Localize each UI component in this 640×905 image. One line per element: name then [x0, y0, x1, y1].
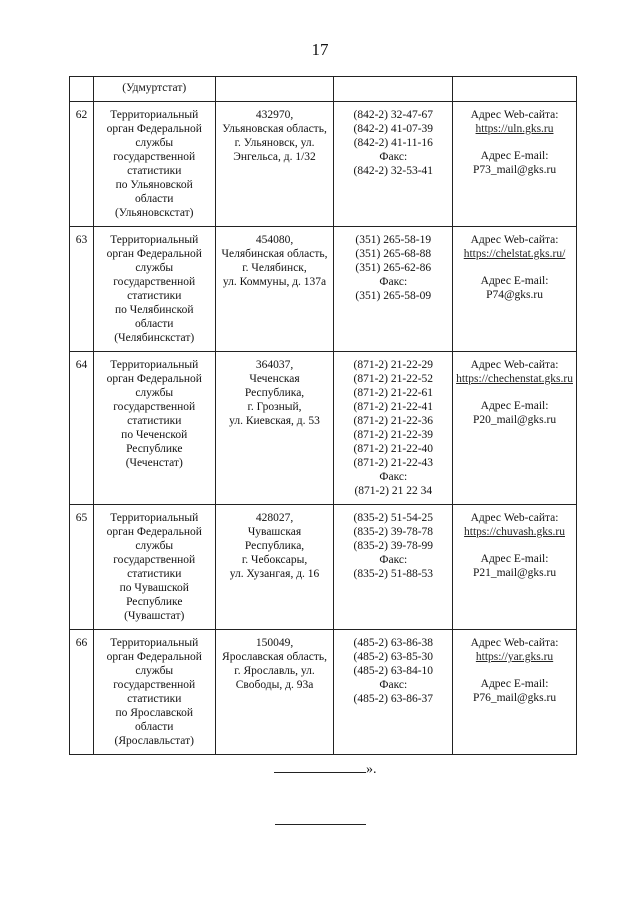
phone-line: (351) 265-58-19	[355, 234, 432, 246]
organization-name-line: орган Федеральной	[106, 248, 202, 260]
spacer	[456, 386, 573, 399]
spacer	[456, 539, 573, 552]
phone-line: Факс:	[379, 471, 408, 483]
email-address: P73_mail@gks.ru	[472, 164, 557, 176]
table-row	[70, 630, 577, 755]
address-line: 454080,	[255, 234, 294, 246]
phones-cell	[334, 77, 453, 102]
organization-name-line: статистики	[127, 290, 182, 302]
spacer	[456, 136, 573, 149]
row-number-cell	[70, 77, 94, 102]
address-line: Свободы, д. 93а	[235, 679, 314, 691]
organization-name-line: по Чувашской	[119, 582, 189, 594]
website-cell	[453, 630, 577, 755]
page-number: 17	[311, 40, 329, 59]
organization-name-line: по Чеченской	[121, 429, 188, 441]
address-line: г. Ярославль, ул.	[234, 665, 315, 677]
phone-line: (842-2) 32-53-41	[353, 165, 434, 177]
address-cell	[215, 505, 334, 630]
phones-cell	[334, 505, 453, 630]
organization-name-line: по Ульяновской	[115, 179, 193, 191]
website-label: Адрес Web-сайта:	[470, 637, 559, 649]
row-number-cell	[70, 227, 94, 352]
address-line: Чувашская	[247, 526, 302, 538]
address-line: 428027,	[255, 512, 294, 524]
address-line: ул. Киевская, д. 53	[229, 415, 320, 427]
address-line: г. Грозный,	[247, 401, 302, 413]
phone-line: Факс:	[379, 679, 408, 691]
address-line: Республика,	[244, 540, 305, 552]
row-number: 65	[75, 512, 88, 524]
address-line: Республика,	[244, 387, 305, 399]
address-line: г. Челябинск,	[242, 262, 307, 274]
address-line: 432970,	[255, 109, 294, 121]
row-number-cell	[70, 630, 94, 755]
organization-name-line: по Челябинской	[114, 304, 194, 316]
website-cell	[453, 505, 577, 630]
phone-line: (835-2) 39-78-78	[353, 526, 434, 538]
phone-line: (871-2) 21-22-43	[353, 457, 434, 469]
address-cell	[215, 352, 334, 505]
phone-line: (871-2) 21-22-52	[353, 373, 434, 385]
organization-name-line: (Ульяновскстат)	[114, 207, 194, 219]
organization-name-line: (Чеченстат)	[125, 457, 183, 469]
website-cell	[453, 352, 577, 505]
address-cell	[215, 227, 334, 352]
address-cell	[215, 77, 334, 102]
organization-name-line: службы	[135, 262, 174, 274]
organization-name-line: орган Федеральной	[106, 651, 202, 663]
table-row	[70, 77, 577, 102]
table-row	[70, 102, 577, 227]
address-line: Ульяновская область,	[222, 123, 327, 135]
phone-line: (842-2) 41-11-16	[353, 137, 433, 149]
phone-line: (835-2) 39-78-99	[353, 540, 434, 552]
phone-line: (842-2) 32-47-67	[353, 109, 434, 121]
organization-name-line: Территориальный	[110, 637, 199, 649]
phone-line: Факс:	[379, 554, 408, 566]
organization-name-line: Территориальный	[110, 109, 199, 121]
website-label: Адрес Web-сайта:	[470, 109, 559, 121]
phone-line: (835-2) 51-54-25	[353, 512, 434, 524]
organization-name-line: статистики	[127, 165, 182, 177]
organization-name-line: статистики	[127, 693, 182, 705]
address-line: г. Чебоксары,	[241, 554, 308, 566]
phone-line: (485-2) 63-84-10	[353, 665, 434, 677]
phone-line: (835-2) 51-88-53	[353, 568, 434, 580]
organization-name-line: Республике	[126, 596, 183, 608]
phones-cell	[334, 102, 453, 227]
email-label: Адрес E-mail:	[480, 150, 549, 162]
organization-name-line: (Челябинскстат)	[114, 332, 195, 344]
organization-name-line: по Ярославской	[115, 707, 194, 719]
organization-cell	[93, 630, 215, 755]
row-number-cell	[70, 352, 94, 505]
organization-name-line: государственной	[113, 151, 196, 163]
address-line: Энгельса, д. 1/32	[233, 151, 316, 163]
website-link[interactable]: https://chechenstat.gks.ru	[456, 373, 573, 385]
organization-name-line: службы	[135, 665, 174, 677]
address-cell	[215, 630, 334, 755]
organization-name-line: государственной	[113, 276, 196, 288]
organization-name-line: Республике	[126, 443, 183, 455]
end-rule	[275, 824, 366, 825]
phone-line: (485-2) 63-85-30	[353, 651, 434, 663]
organization-name-line: (Ярославльстат)	[114, 735, 194, 747]
spacer	[456, 664, 573, 677]
phone-line: (871-2) 21-22-41	[353, 401, 434, 413]
email-label: Адрес E-mail:	[480, 553, 549, 565]
row-number: 66	[75, 637, 88, 649]
organization-cell	[93, 352, 215, 505]
website-cell	[453, 77, 577, 102]
phone-line: Факс:	[379, 151, 408, 163]
address-line: г. Ульяновск, ул.	[234, 137, 315, 149]
row-number-cell	[70, 505, 94, 630]
website-cell	[453, 102, 577, 227]
phone-line: (351) 265-68-88	[355, 248, 432, 260]
organization-name-line: службы	[135, 137, 174, 149]
website-label: Адрес Web-сайта:	[470, 359, 559, 371]
address-line: Челябинская область,	[221, 248, 328, 260]
row-number-cell	[70, 102, 94, 227]
organization-name-line: государственной	[113, 401, 196, 413]
organization-cell	[93, 77, 215, 102]
phone-line: (871-2) 21-22-39	[353, 429, 434, 441]
organization-name-line: орган Федеральной	[106, 526, 202, 538]
organization-name-line: области	[135, 193, 174, 205]
website-label: Адрес Web-сайта:	[470, 234, 559, 246]
phones-cell	[334, 630, 453, 755]
phone-line: (485-2) 63-86-38	[353, 637, 434, 649]
organization-name-line: службы	[135, 540, 174, 552]
address-cell	[215, 102, 334, 227]
email-label: Адрес E-mail:	[480, 275, 549, 287]
row-number: 63	[75, 234, 88, 246]
email-address: P21_mail@gks.ru	[472, 567, 557, 579]
closing-quote: ».	[366, 762, 377, 777]
organization-name-line: Территориальный	[110, 359, 199, 371]
organization-name-line: орган Федеральной	[106, 373, 202, 385]
address-line: 150049,	[255, 637, 294, 649]
organization-name-line: (Чувашстат)	[124, 610, 185, 622]
phones-cell	[334, 227, 453, 352]
website-link[interactable]: https://uln.gks.ru	[475, 123, 554, 135]
phone-line: (485-2) 63-86-37	[353, 693, 434, 705]
organization-cell	[93, 102, 215, 227]
phone-line: (351) 265-58-09	[355, 290, 432, 302]
address-line: ул. Коммуны, д. 137а	[222, 276, 327, 288]
closing-line	[274, 760, 377, 778]
organization-cell	[93, 227, 215, 352]
row-number: 62	[75, 109, 88, 121]
website-cell	[453, 227, 577, 352]
phone-line: (871-2) 21-22-36	[353, 415, 434, 427]
table-row	[70, 505, 577, 630]
website-link[interactable]: https://chelstat.gks.ru/	[463, 248, 566, 260]
address-line: Чеченская	[249, 373, 300, 385]
phone-line: (871-2) 21-22-29	[353, 359, 434, 371]
address-line: Ярославская область,	[222, 651, 327, 663]
organization-name-line: Территориальный	[110, 512, 199, 524]
table-row	[70, 227, 577, 352]
organization-name-line: орган Федеральной	[106, 123, 202, 135]
phone-line: (871-2) 21 22 34	[354, 485, 433, 497]
phone-line: (351) 265-62-86	[355, 262, 432, 274]
organization-name: (Удмуртстат)	[122, 82, 187, 94]
email-address: P74@gks.ru	[486, 289, 543, 301]
organization-name-line: области	[135, 721, 174, 733]
phone-line: Факс:	[379, 276, 408, 288]
email-label: Адрес E-mail:	[480, 400, 549, 412]
organization-name-line: области	[135, 318, 174, 330]
organization-cell	[93, 505, 215, 630]
organization-name-line: статистики	[127, 415, 182, 427]
phones-cell	[334, 352, 453, 505]
address-line: ул. Хузангая, д. 16	[229, 568, 320, 580]
email-address: P76_mail@gks.ru	[472, 692, 557, 704]
website-label: Адрес Web-сайта:	[470, 512, 559, 524]
statistics-offices-table	[69, 76, 577, 755]
spacer	[456, 261, 573, 274]
phone-line: (871-2) 21-22-40	[353, 443, 434, 455]
phone-line: (871-2) 21-22-61	[353, 387, 434, 399]
website-link[interactable]: https://yar.gks.ru	[475, 651, 554, 663]
organization-name-line: государственной	[113, 679, 196, 691]
address-line: 364037,	[255, 359, 294, 371]
organization-name-line: Территориальный	[110, 234, 199, 246]
organization-name-line: статистики	[127, 568, 182, 580]
signature-underline	[274, 760, 366, 773]
email-address: P20_mail@gks.ru	[472, 414, 557, 426]
table-row	[70, 352, 577, 505]
website-link[interactable]: https://chuvash.gks.ru	[464, 526, 565, 538]
organization-name-line: службы	[135, 387, 174, 399]
phone-line: (842-2) 41-07-39	[353, 123, 434, 135]
organization-name-line: государственной	[113, 554, 196, 566]
email-label: Адрес E-mail:	[480, 678, 549, 690]
row-number: 64	[75, 359, 88, 371]
